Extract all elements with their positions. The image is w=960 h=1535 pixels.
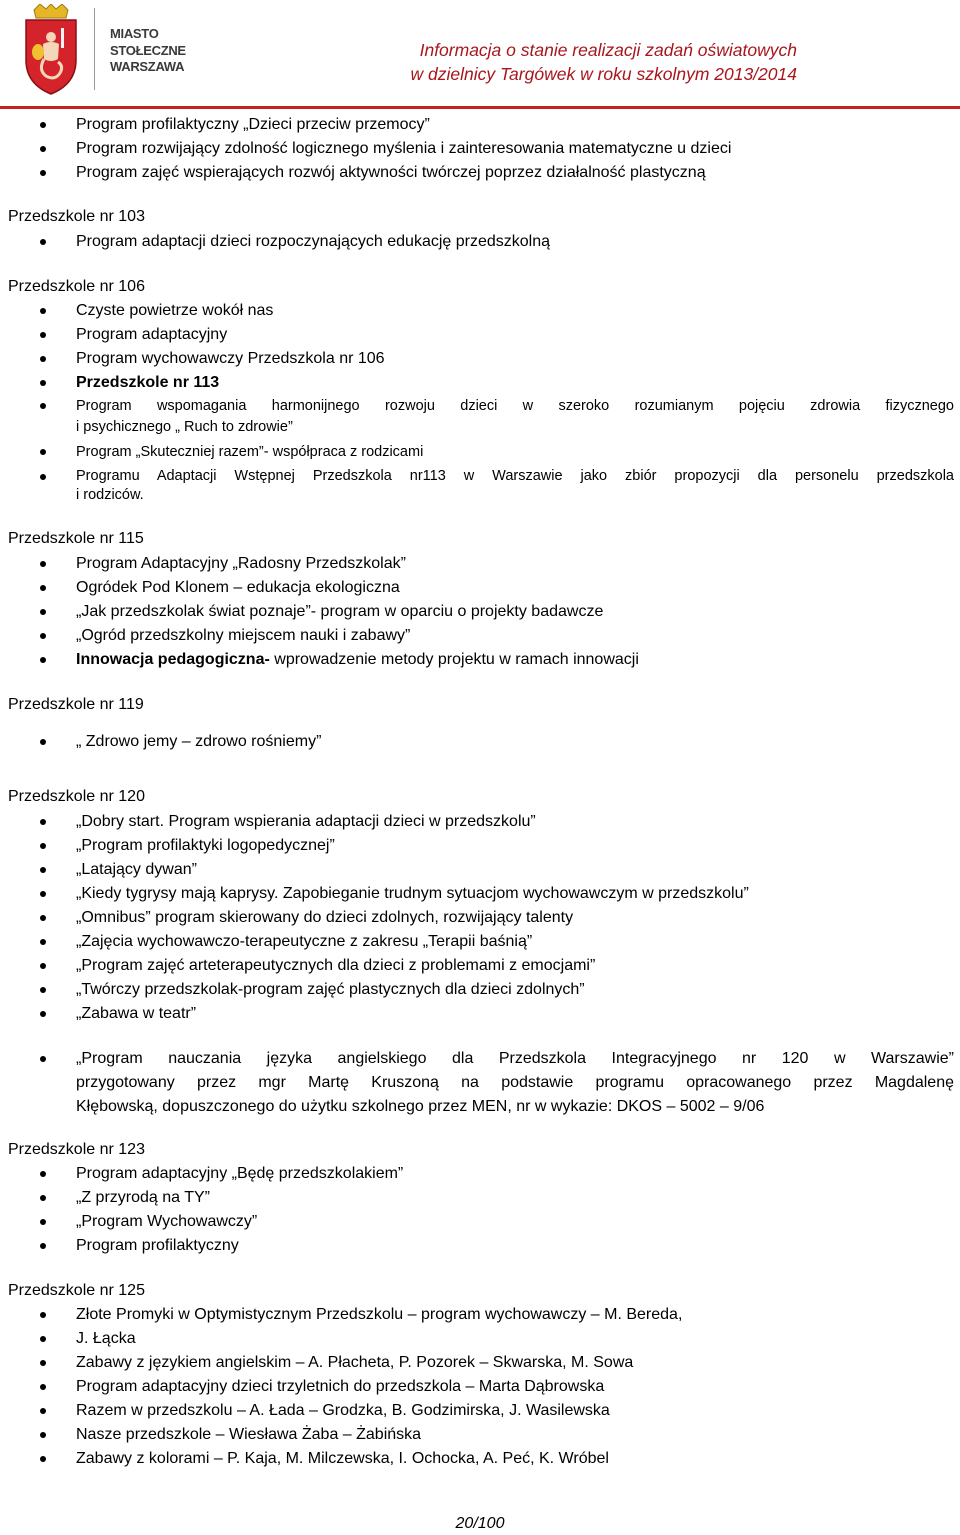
list-item: Czyste powietrze wokół nas (76, 302, 274, 319)
bullet (40, 1171, 46, 1177)
list-item: Program Adaptacyjny „Radosny Przedszkolak” (76, 555, 406, 572)
bullet (40, 609, 46, 615)
list-item: Zabawy z językiem angielskim – A. Płacheta, P. Pozorek – Skwarska, M. Sowa (76, 1354, 634, 1371)
bullet (40, 380, 46, 386)
bullet (40, 1456, 46, 1462)
list-item: Program „Skuteczniej razem”- współpraca z rodzicami (76, 444, 424, 460)
bullet (40, 1312, 46, 1318)
list-item-continuation: i rodziców. (76, 487, 144, 503)
bullet (40, 657, 46, 663)
bullet (40, 449, 46, 455)
bullet (40, 332, 46, 338)
list-item: „Z przyrodą na TY” (76, 1189, 210, 1206)
list-item: „Latający dywan” (76, 861, 197, 878)
bullet (40, 891, 46, 897)
list-item: Złote Promyki w Optymistycznym Przedszkolu – program wychowawczy – M. Bereda, (76, 1306, 683, 1323)
list-item: „Program zajęć arteterapeutycznych dla dzieci z problemami z emocjami” (76, 957, 596, 974)
section-heading: Przedszkole nr 103 (8, 208, 145, 225)
bullet (40, 146, 46, 152)
list-item: Zabawy z kolorami – P. Kaja, M. Milczewska, I. Ochocka, A. Peć, K. Wróbel (76, 1450, 609, 1467)
bullet (40, 1011, 46, 1017)
bullet (40, 739, 46, 745)
list-item: Program adaptacji dzieci rozpoczynających edukację przedszkolną (76, 233, 551, 250)
list-item: „Jak przedszkolak świat poznaje”- program w oparciu o projekty badawcze (76, 603, 604, 620)
list-item: Programu Adaptacji Wstępnej Przedszkola nr113 w Warszawie jako zbiór propozycji dla personelu przedszkola (76, 468, 954, 484)
list-item-continuation: przygotowany przez mgr Martę Kruszoną na podstawie programu opracowanego przez Magdalenę (76, 1074, 954, 1091)
bullet (40, 585, 46, 591)
list-item: „Program profilaktyki logopedycznej” (76, 837, 335, 854)
bullet (40, 122, 46, 128)
bullet (40, 239, 46, 245)
list-item: „Kiedy tygrysy mają kaprysy. Zapobieganie trudnym sytuacjom wychowawczym w przedszkolu” (76, 885, 749, 902)
list-item: „Program nauczania języka angielskiego dla Przedszkola Integracyjnego nr 120 w Warszawie” (76, 1050, 954, 1067)
bullet (40, 867, 46, 873)
section-heading: Przedszkole nr 125 (8, 1282, 145, 1299)
bullet (40, 939, 46, 945)
bullet (40, 1219, 46, 1225)
list-item: Razem w przedszkolu – A. Łada – Grodzka, B. Godzimirska, J. Wasilewska (76, 1402, 610, 1419)
list-item: Program wspomagania harmonijnego rozwoju dzieci w szeroko rozumianym pojęciu zdrowia fizycznego (76, 398, 954, 414)
list-item: Program zajęć wspierających rozwój aktywności twórczej poprzez działalność plastyczną (76, 164, 706, 181)
document-title-line2: w dzielnicy Targówek w roku szkolnym 2013/2014 (410, 64, 797, 84)
bullet (40, 633, 46, 639)
bullet (40, 1195, 46, 1201)
bullet (40, 474, 46, 480)
bullet (40, 1336, 46, 1342)
list-item: „Zabawa w teatr” (76, 1005, 197, 1022)
list-item: Program adaptacyjny dzieci trzyletnich do przedszkola – Marta Dąbrowska (76, 1378, 605, 1395)
list-item: Program profilaktyczny „Dzieci przeciw przemocy” (76, 116, 430, 133)
list-item: „Omnibus” program skierowany do dzieci zdolnych, rozwijający talenty (76, 909, 574, 926)
bullet (40, 1408, 46, 1414)
list-item: „Dobry start. Program wspierania adaptacji dzieci w przedszkolu” (76, 813, 536, 830)
bullet (40, 1384, 46, 1390)
list-item: „Twórczy przedszkolak-program zajęć plastycznych dla dzieci zdolnych” (76, 981, 585, 998)
bullet (40, 963, 46, 969)
list-item: Program wychowawczy Przedszkola nr 106 (76, 350, 385, 367)
city-name-logo: MIASTO STOŁECZNE WARSZAWA (110, 26, 186, 74)
bullet (40, 1360, 46, 1366)
list-item: „ Zdrowo jemy – zdrowo rośniemy” (76, 733, 322, 750)
bullet (40, 403, 46, 409)
bullet (40, 1243, 46, 1249)
list-item: Program adaptacyjny (76, 326, 228, 343)
list-item: Program profilaktyczny (76, 1237, 239, 1254)
section-heading: Przedszkole nr 123 (8, 1141, 145, 1158)
bullet (40, 1432, 46, 1438)
bullet (40, 1056, 46, 1062)
list-item: J. Łącka (76, 1330, 136, 1347)
section-heading: Przedszkole nr 119 (8, 696, 144, 713)
bullet (40, 561, 46, 567)
section-heading: Przedszkole nr 120 (8, 788, 145, 805)
section-heading: Przedszkole nr 115 (8, 530, 144, 547)
bullet (40, 308, 46, 314)
list-item: Program rozwijający zdolność logicznego myślenia i zainteresowania matematyczne u dzieci (76, 140, 732, 157)
list-item-continuation: i psychicznego „ Ruch to zdrowie” (76, 419, 293, 435)
list-item: Innowacja pedagogiczna- wprowadzenie metody projektu w ramach innowacji (76, 651, 639, 668)
list-item: „Zajęcia wychowawczo-terapeutyczne z zakresu „Terapii baśnią” (76, 933, 533, 950)
bullet (40, 987, 46, 993)
list-item: Program adaptacyjny „Będę przedszkolakiem” (76, 1165, 404, 1182)
document-title-line1: Informacja o stanie realizacji zadań oświatowych (419, 40, 797, 60)
page-number: 20/100 (455, 1515, 505, 1532)
bullet (40, 170, 46, 176)
list-item-continuation: Kłębowską, dopuszczonego do użytku szkolnego przez MEN, nr w wykazie: DKOS – 5002 – 9/06 (76, 1098, 765, 1115)
section-heading: Przedszkole nr 106 (8, 278, 145, 295)
list-item: Ogródek Pod Klonem – edukacja ekologiczna (76, 579, 400, 596)
bullet (40, 843, 46, 849)
list-item: „Ogród przedszkolny miejscem nauki i zabawy” (76, 627, 411, 644)
list-item: Nasze przedszkole – Wiesława Żaba – Żabińska (76, 1426, 422, 1443)
bullet (40, 356, 46, 362)
list-item: „Program Wychowawczy” (76, 1213, 258, 1230)
section-heading: Przedszkole nr 113 (76, 374, 220, 391)
bullet (40, 819, 46, 825)
bullet (40, 915, 46, 921)
